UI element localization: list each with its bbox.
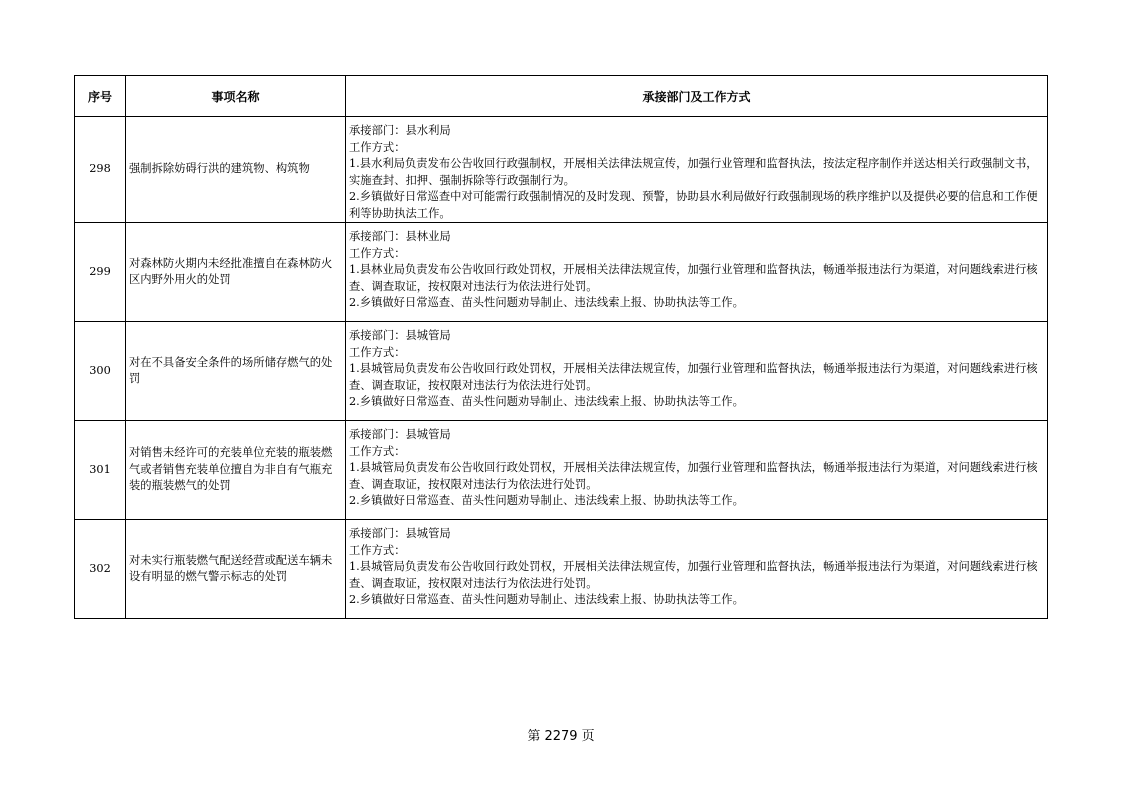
method-item-1: 1.县水利局负责发布公告收回行政强制权，开展相关法律法规宣传，加强行业管理和监督执法，按法定程序制作并送达相关行政强制文书，实施查封、扣押、强制拆除等行政强制行为。 [349,157,1038,187]
row-no: 299 [75,223,126,322]
method-item-1: 1.县城管局负责发布公告收回行政处罚权，开展相关法律法规宣传，加强行业管理和监督执法，畅通举报违法行为渠道，对问题线索进行核查、调查取证，按权限对违法行为依法进行处罚。 [349,362,1038,392]
method-heading: 工作方式： [349,140,406,154]
row-dept-method [346,520,1048,619]
row-dept-method [346,322,1048,421]
method-item-1: 1.县林业局负责发布公告收回行政处罚权，开展相关法律法规宣传，加强行业管理和监督执法，畅通举报违法行为渠道，对问题线索进行核查、调查取证，按权限对违法行为依法进行处罚。 [349,263,1038,293]
method-heading: 工作方式： [349,543,406,557]
dept-line: 承接部门：县水利局 [349,124,451,137]
header-name: 事项名称 [126,76,346,117]
method-item-2: 2.乡镇做好日常巡查、苗头性问题劝导制止、违法线索上报、协助执法等工作。 [349,593,744,606]
method-item-2: 2.乡镇做好日常巡查、苗头性问题劝导制止、违法线索上报、协助执法等工作。 [349,296,744,309]
table-row [75,322,1048,421]
row-item-name: 对未实行瓶装燃气配送经营或配送车辆未设有明显的燃气警示标志的处罚 [126,520,346,619]
dept-line: 承接部门：县城管局 [349,428,451,441]
header-dept: 承接部门及工作方式 [346,76,1048,117]
method-heading: 工作方式： [349,444,406,458]
method-item-1: 1.县城管局负责发布公告收回行政处罚权，开展相关法律法规宣传，加强行业管理和监督执法，畅通举报违法行为渠道，对问题线索进行核查、调查取证，按权限对违法行为依法进行处罚。 [349,560,1038,590]
row-item-name: 对森林防火期内未经批准擅自在森林防火区内野外用火的处罚 [126,223,346,322]
method-item-2: 2.乡镇做好日常巡查、苗头性问题劝导制止、违法线索上报、协助执法等工作。 [349,395,744,408]
row-no: 298 [75,117,126,223]
row-no: 300 [75,322,126,421]
table-row [75,223,1048,322]
method-heading: 工作方式： [349,345,406,359]
row-dept-method [346,421,1048,520]
dept-line: 承接部门：县城管局 [349,329,451,342]
table-row [75,117,1048,223]
method-item-2: 2.乡镇做好日常巡查中对可能需行政强制情况的及时发现、预警，协助县水利局做好行政强制现场的秩序维护以及提供必要的信息和工作便利等协助执法工作。 [349,190,1038,220]
row-dept-method [346,223,1048,322]
dept-line: 承接部门：县林业局 [349,230,451,243]
method-heading: 工作方式： [349,246,406,260]
table-header-row [75,76,1048,117]
method-item-1: 1.县城管局负责发布公告收回行政处罚权，开展相关法律法规宣传，加强行业管理和监督执法，畅通举报违法行为渠道，对问题线索进行核查、调查取证，按权限对违法行为依法进行处罚。 [349,461,1038,491]
row-dept-method [346,117,1048,223]
page-number: 第 2279 页 [527,729,595,744]
row-no: 301 [75,421,126,520]
table-row [75,421,1048,520]
header-no: 序号 [75,76,126,117]
row-item-name: 强制拆除妨碍行洪的建筑物、构筑物 [126,117,346,223]
items-table [74,75,1048,619]
row-item-name: 对在不具备安全条件的场所储存燃气的处罚 [126,322,346,421]
row-item-name: 对销售未经许可的充装单位充装的瓶装燃气或者销售充装单位擅自为非自有气瓶充装的瓶装燃气的处罚 [126,421,346,520]
row-no: 302 [75,520,126,619]
method-item-2: 2.乡镇做好日常巡查、苗头性问题劝导制止、违法线索上报、协助执法等工作。 [349,494,744,507]
table-row [75,520,1048,619]
dept-line: 承接部门：县城管局 [349,527,451,540]
